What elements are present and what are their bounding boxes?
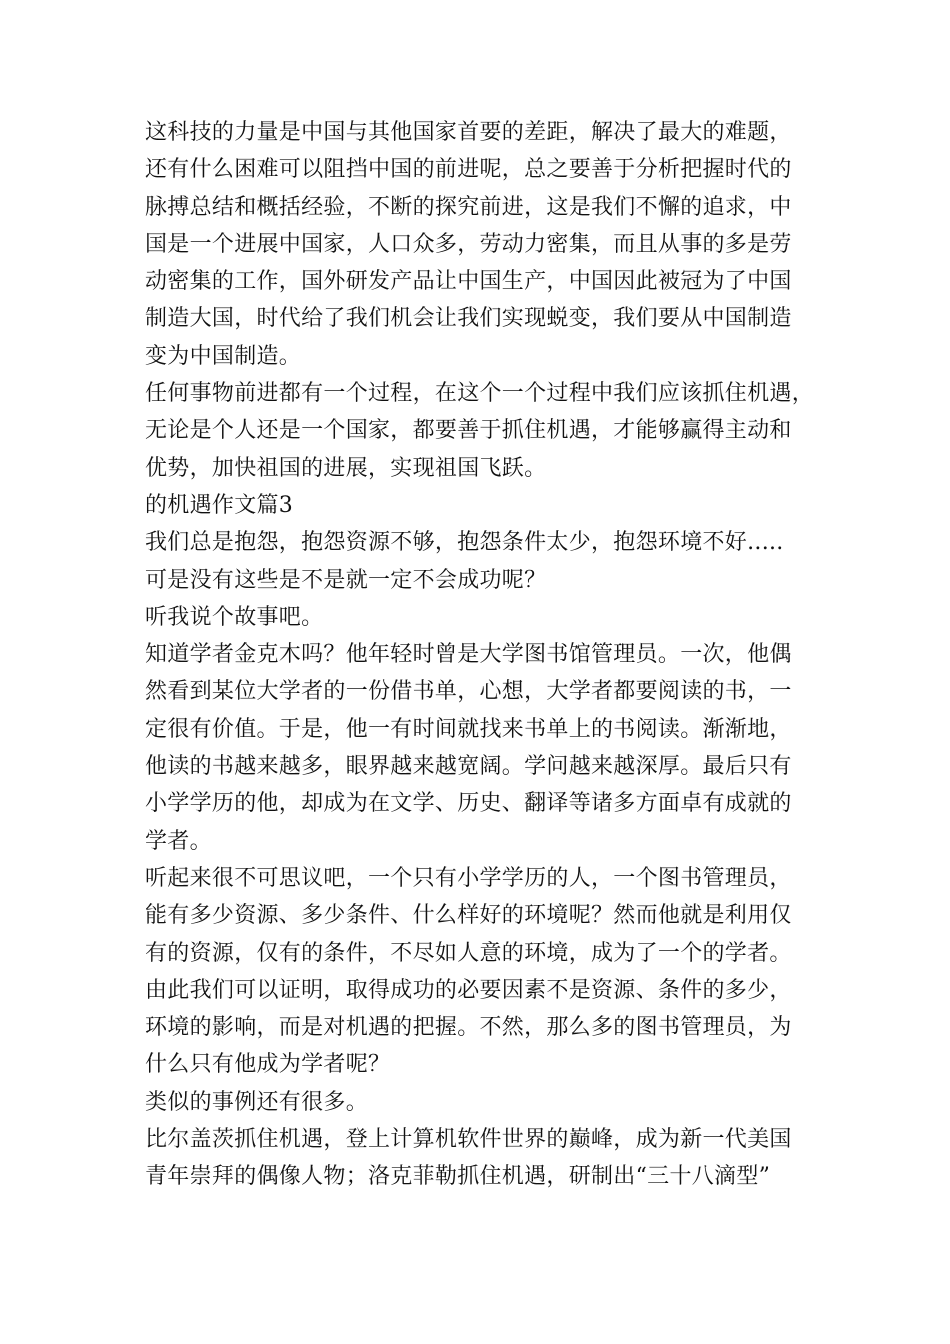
text-line: 类似的事例还有很多。 (145, 1089, 369, 1115)
text-line: 我们总是抱怨，抱怨资源不够，抱怨条件太少，抱怨环境不好..... (145, 530, 784, 556)
text-line: 听我说个故事吧。 (145, 604, 324, 630)
text-line: 任何事物前进都有一个过程，在这个一个过程中我们应该抓住机遇， (145, 381, 815, 407)
text-line: 他读的书越来越多，眼界越来越宽阔。学问越来越深厚。最后只有 (145, 754, 792, 780)
text-line: 然看到某位大学者的一份借书单，心想，大学者都要阅读的书，一 (145, 679, 792, 705)
text-line: 听起来很不可思议吧，一个只有小学学历的人，一个图书管理员， (145, 865, 792, 891)
text-line: 无论是个人还是一个国家，都要善于抓住机遇，才能够赢得主动和 (145, 418, 792, 444)
text-line: 优势，加快祖国的进展，实现祖国飞跃。 (145, 455, 547, 481)
text-line: 变为中国制造。 (145, 343, 302, 369)
document-body (145, 114, 825, 1196)
text-line: 脉搏总结和概括经验，不断的探究前进，这是我们不懈的追求，中 (145, 194, 792, 220)
text-line: 小学学历的他，却成为在文学、历史、翻译等诸多方面卓有成就的 (145, 791, 792, 817)
text-line: 动密集的工作，国外研发产品让中国生产，中国因此被冠为了中国 (145, 269, 792, 295)
text-line: 这科技的力量是中国与其他国家首要的差距，解决了最大的难题， (145, 120, 792, 145)
text-line: 制造大国，时代给了我们机会让我们实现蜕变，我们要从中国制造 (145, 306, 792, 332)
text-line: 学者。 (145, 828, 212, 854)
text-line: 比尔盖茨抓住机遇，登上计算机软件世界的巅峰，成为新一代美国 (145, 1127, 792, 1153)
text-line: 环境的影响，而是对机遇的把握。不然，那么多的图书管理员，为 (145, 1015, 792, 1041)
text-line: 知道学者金克木吗？他年轻时曾是大学图书馆管理员。一次，他偶 (145, 642, 792, 668)
text-line: 国是一个进展中国家，人口众多，劳动力密集，而且从事的多是劳 (145, 231, 792, 257)
text-line: 由此我们可以证明，取得成功的必要因素不是资源、条件的多少， (145, 977, 792, 1003)
text-line: 有的资源，仅有的条件，不尽如人意的环境，成为了一个的学者。 (145, 940, 792, 966)
text-line: 还有什么困难可以阻挡中国的前进呢，总之要善于分析把握时代的 (145, 157, 792, 183)
text-line: 可是没有这些是不是就一定不会成功呢？ (145, 567, 547, 593)
text-line: 青年崇拜的偶像人物；洛克菲勒抓住机遇，研制出“三十八滴型” (145, 1164, 771, 1190)
text-line: 能有多少资源、多少条件、什么样好的环境呢？然而他就是利用仅 (145, 903, 792, 929)
text-line: 定很有价值。于是，他一有时间就找来书单上的书阅读。渐渐地， (145, 716, 792, 742)
text-line: 什么只有他成为学者呢？ (145, 1052, 391, 1078)
section-heading: 的机遇作文篇3 (145, 492, 294, 518)
